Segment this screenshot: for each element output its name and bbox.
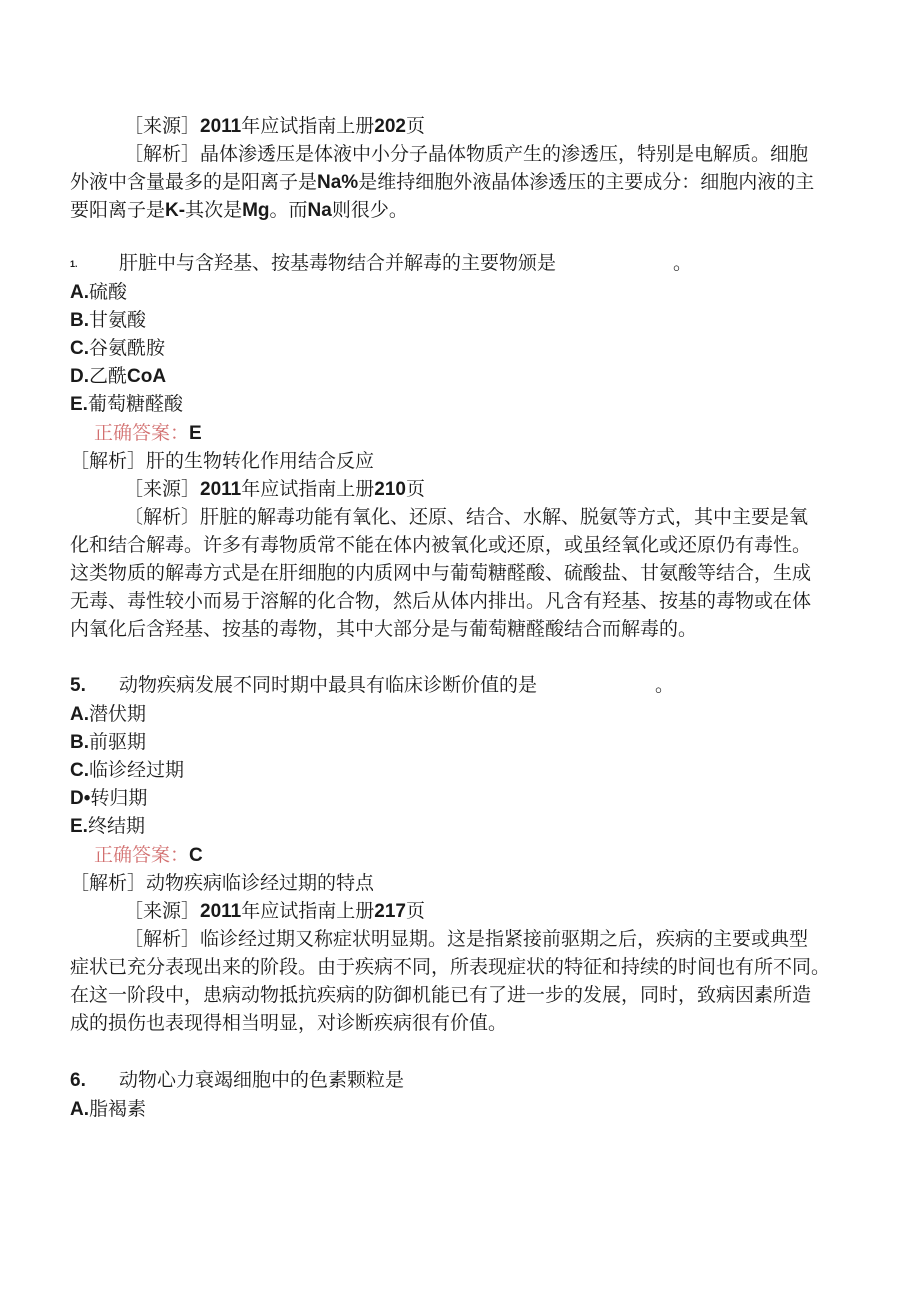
question-5-point: ［解析］动物疾病临诊经过期的特点 <box>70 872 375 894</box>
question-4-analysis-line: 内氧化后含羟基、按基的毒物，其中大部分是与葡萄糖醛酸结合而解毒的。 <box>70 618 698 640</box>
question-5-analysis-line: 在这一阶段中，患病动物抵抗疾病的防御机能已有了进一步的发展，同时，致病因素所造 <box>70 984 812 1006</box>
question-5-option-b: B.前驱期 <box>70 731 147 753</box>
question-6-option-a: A.脂褐素 <box>70 1098 147 1120</box>
question-5-option-a: A.潜伏期 <box>70 703 147 725</box>
question-5-source: ［来源］2011年应试指南上册217页 <box>124 900 425 922</box>
question-4-stem: 肝脏中与含羟基、按基毒物结合并解毒的主要物颁是 <box>119 252 557 274</box>
question-4-option-a: A.硫酸 <box>70 281 128 303</box>
prev-analysis-line-1: ［解析］晶体渗透压是体液中小分子晶体物质产生的渗透压，特别是电解质。细胞 <box>124 143 809 165</box>
question-4-number: 1. <box>70 259 78 269</box>
prev-analysis-line-3: 要阳离子是K-其次是Mg。而Na则很少。 <box>70 199 408 221</box>
question-4-option-b: B.甘氨酸 <box>70 309 147 331</box>
question-4-option-c: C.谷氨酰胺 <box>70 337 166 359</box>
question-5-answer: 正确答案：C <box>94 844 203 866</box>
question-5-analysis-line: 成的损伤也表现得相当明显，对诊断疾病很有价值。 <box>70 1012 508 1034</box>
question-4-source: ［来源］2011年应试指南上册210页 <box>124 478 425 500</box>
question-4-option-e: E.葡萄糖醛酸 <box>70 393 183 415</box>
question-4-point: ［解析］肝的生物转化作用结合反应 <box>70 450 375 472</box>
question-4-blank-end: 。 <box>673 252 693 274</box>
prev-analysis-line-2: 外液中含量最多的是阳离子是Na%是维持细胞外液晶体渗透压的主要成分：细胞内液的主 <box>70 171 815 193</box>
question-6-stem: 动物心力衰竭细胞中的色素颗粒是 <box>119 1069 405 1091</box>
question-5-option-d: D•转归期 <box>70 787 148 809</box>
question-4-analysis-line: 这类物质的解毒方式是在肝细胞的内质网中与葡萄糖醛酸、硫酸盐、甘氨酸等结合，生成 <box>70 562 812 584</box>
question-5-analysis-line: 症状已充分表现出来的阶段。由于疾病不同，所表现症状的特征和持续的时间也有所不同。 <box>70 956 831 978</box>
question-5-option-c: C.临诊经过期 <box>70 759 185 781</box>
question-4-analysis-line: 〔解析〕肝脏的解毒功能有氧化、还原、结合、水解、脱氨等方式，其中主要是氧 <box>124 506 809 528</box>
question-4-analysis-line: 化和结合解毒。许多有毒物质常不能在体内被氧化或还原，或虽经氧化或还原仍有毒性。 <box>70 534 812 556</box>
prev-source-line: ［来源］2011年应试指南上册202页 <box>124 115 425 137</box>
question-6-number: 6. <box>70 1070 86 1091</box>
question-5-blank-end: 。 <box>655 674 675 696</box>
question-4-analysis-line: 无毒、毒性较小而易于溶解的化合物，然后从体内排出。凡含有羟基、按基的毒物或在体 <box>70 590 812 612</box>
question-5-analysis-line: ［解析］临诊经过期又称症状明显期。这是指紧接前驱期之后，疾病的主要或典型 <box>124 928 809 950</box>
question-5-option-e: E.终结期 <box>70 815 145 837</box>
question-4-answer: 正确答案：E <box>94 422 202 444</box>
question-4-option-d: D.乙酰CoA <box>70 365 167 387</box>
question-5-number: 5. <box>70 675 86 696</box>
question-5-stem: 动物疾病发展不同时期中最具有临床诊断价值的是 <box>119 674 538 696</box>
